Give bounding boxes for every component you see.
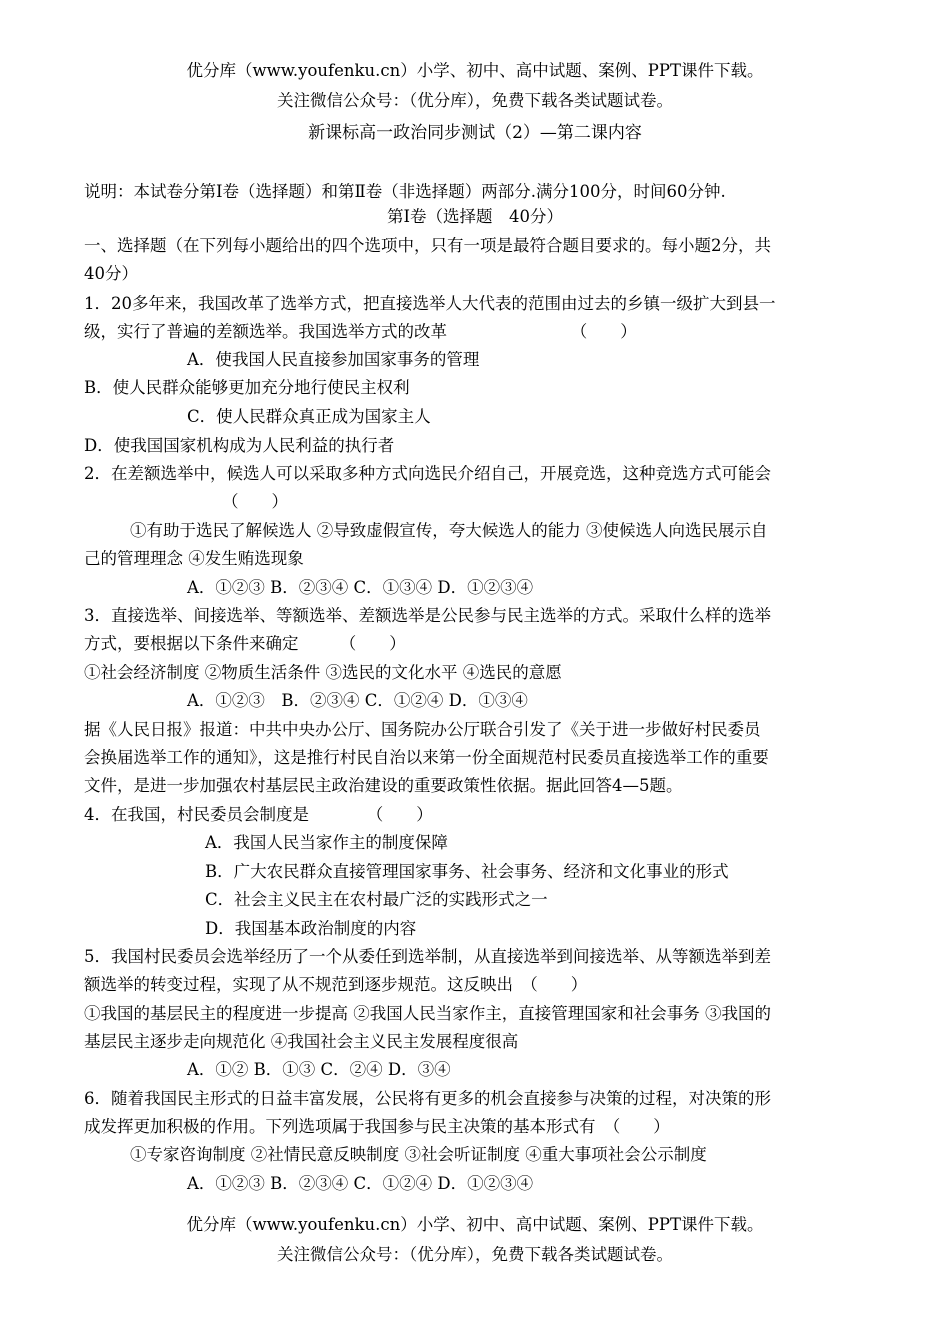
- q1-option-a: A．使我国人民直接参加国家事务的管理: [187, 350, 480, 369]
- q6-statements: ①专家咨询制度 ②社情民意反映制度 ③社会听证制度 ④重大事项社会公示制度: [130, 1145, 707, 1164]
- q4-option-a: A．我国人民当家作主的制度保障: [205, 833, 448, 852]
- passage-line-2: 会换届选举工作的通知》，这是推行村民自治以来第一份全面规范村民委员直接选举工作的重要: [84, 748, 769, 767]
- q4-option-c: C．社会主义民主在农村最广泛的实践形式之一: [205, 890, 548, 909]
- q2-options: A．①②③ B．②③④ C．①③④ D．①②③④: [187, 578, 534, 597]
- q6-options: A．①②③ B．②③④ C．①②④ D．①②③④: [187, 1174, 534, 1193]
- q6-stem-line-2: 成发挥更加积极的作用。下列选项属于我国参与民主决策的基本形式有 （ ）: [84, 1117, 670, 1136]
- q2-statements-line-2: 己的管理理念 ④发生贿选现象: [84, 549, 304, 568]
- header-line-1: 优分库（www.youfenku.cn）小学、初中、高中试题、案例、PPT课件下载。: [186, 61, 764, 80]
- q5-statements-line-2: 基层民主逐步走向规范化 ④我国社会主义民主发展程度很高: [84, 1032, 519, 1051]
- q1-stem-line-1: 1．20多年来，我国改革了选举方式，把直接选举人大代表的范围由过去的乡镇一级扩大到县一: [84, 294, 776, 313]
- q5-stem-line-2: 额选举的转变过程，实现了从不规范到逐步规范。这反映出 （ ）: [84, 975, 588, 994]
- q4-option-b: B．广大农民群众直接管理国家事务、社会事务、经济和文化事业的形式: [205, 862, 729, 881]
- passage-line-1: 据《人民日报》报道：中共中央办公厅、国务院办公厅联合引发了《关于进一步做好村民委员: [84, 720, 761, 739]
- q6-stem-line-1: 6．随着我国民主形式的日益丰富发展，公民将有更多的机会直接参与决策的过程，对决策的形: [84, 1089, 771, 1108]
- q4-stem: 4．在我国，村民委员会制度是 （ ）: [84, 805, 433, 824]
- section-1-line-2: 40分）: [84, 264, 138, 283]
- footer-line-1: 优分库（www.youfenku.cn）小学、初中、高中试题、案例、PPT课件下载。: [186, 1215, 764, 1234]
- passage-line-3: 文件，是进一步加强农村基层民主政治建设的重要政策性依据。据此回答4—5题。: [84, 776, 683, 795]
- q1-option-c: C．使人民群众真正成为国家主人: [187, 407, 431, 426]
- q1-stem-line-2: 级，实行了普遍的差额选举。我国选举方式的改革 （ ）: [84, 322, 637, 341]
- q5-statements-line-1: ①我国的基层民主的程度进一步提高 ②我国人民当家作主，直接管理国家和社会事务 ③我国的: [84, 1004, 771, 1023]
- q2-statements-line-1: ①有助于选民了解候选人 ②导致虚假宣传，夸大候选人的能力 ③使候选人向选民展示自: [130, 521, 768, 540]
- part1-title: 第Ⅰ卷（选择题 40分）: [386, 207, 563, 226]
- q5-options: A．①② B．①③ C．②④ D．③④: [187, 1060, 451, 1079]
- q3-stem-line-2: 方式，要根据以下条件来确定 （ ）: [84, 634, 406, 653]
- q2-answer-blank: （ ）: [222, 492, 288, 511]
- document-title: 新课标高一政治同步测试（2）—第二课内容: [308, 123, 642, 143]
- footer-line-2: 关注微信公众号：（优分库），免费下载各类试题试卷。: [277, 1245, 673, 1264]
- q2-stem-line-1: 2．在差额选举中，候选人可以采取多种方式向选民介绍自己，开展竞选，这种竞选方式可能会: [84, 464, 771, 483]
- q4-option-d: D．我国基本政治制度的内容: [205, 919, 417, 938]
- q1-option-d: D．使我国国家机构成为人民利益的执行者: [84, 436, 395, 455]
- q1-option-b: B．使人民群众能够更加充分地行使民主权利: [84, 378, 410, 397]
- intro-text: 说明：本试卷分第Ⅰ卷（选择题）和第Ⅱ卷（非选择题）两部分.满分100分，时间60分钟.: [84, 182, 726, 201]
- section-1-line-1: 一、选择题（在下列每小题给出的四个选项中，只有一项是最符合题目要求的。每小题2分，共: [84, 236, 771, 255]
- q5-stem-line-1: 5．我国村民委员会选举经历了一个从委任到选举制，从直接选举到间接选举、从等额选举到差: [84, 947, 771, 966]
- q3-statements: ①社会经济制度 ②物质生活条件 ③选民的文化水平 ④选民的意愿: [84, 663, 562, 682]
- q3-options: A．①②③ B．②③④ C．①②④ D．①③④: [187, 691, 528, 710]
- header-line-2: 关注微信公众号：（优分库），免费下载各类试题试卷。: [277, 91, 673, 110]
- q3-stem-line-1: 3．直接选举、间接选举、等额选举、差额选举是公民参与民主选举的方式。采取什么样的选举: [84, 606, 771, 625]
